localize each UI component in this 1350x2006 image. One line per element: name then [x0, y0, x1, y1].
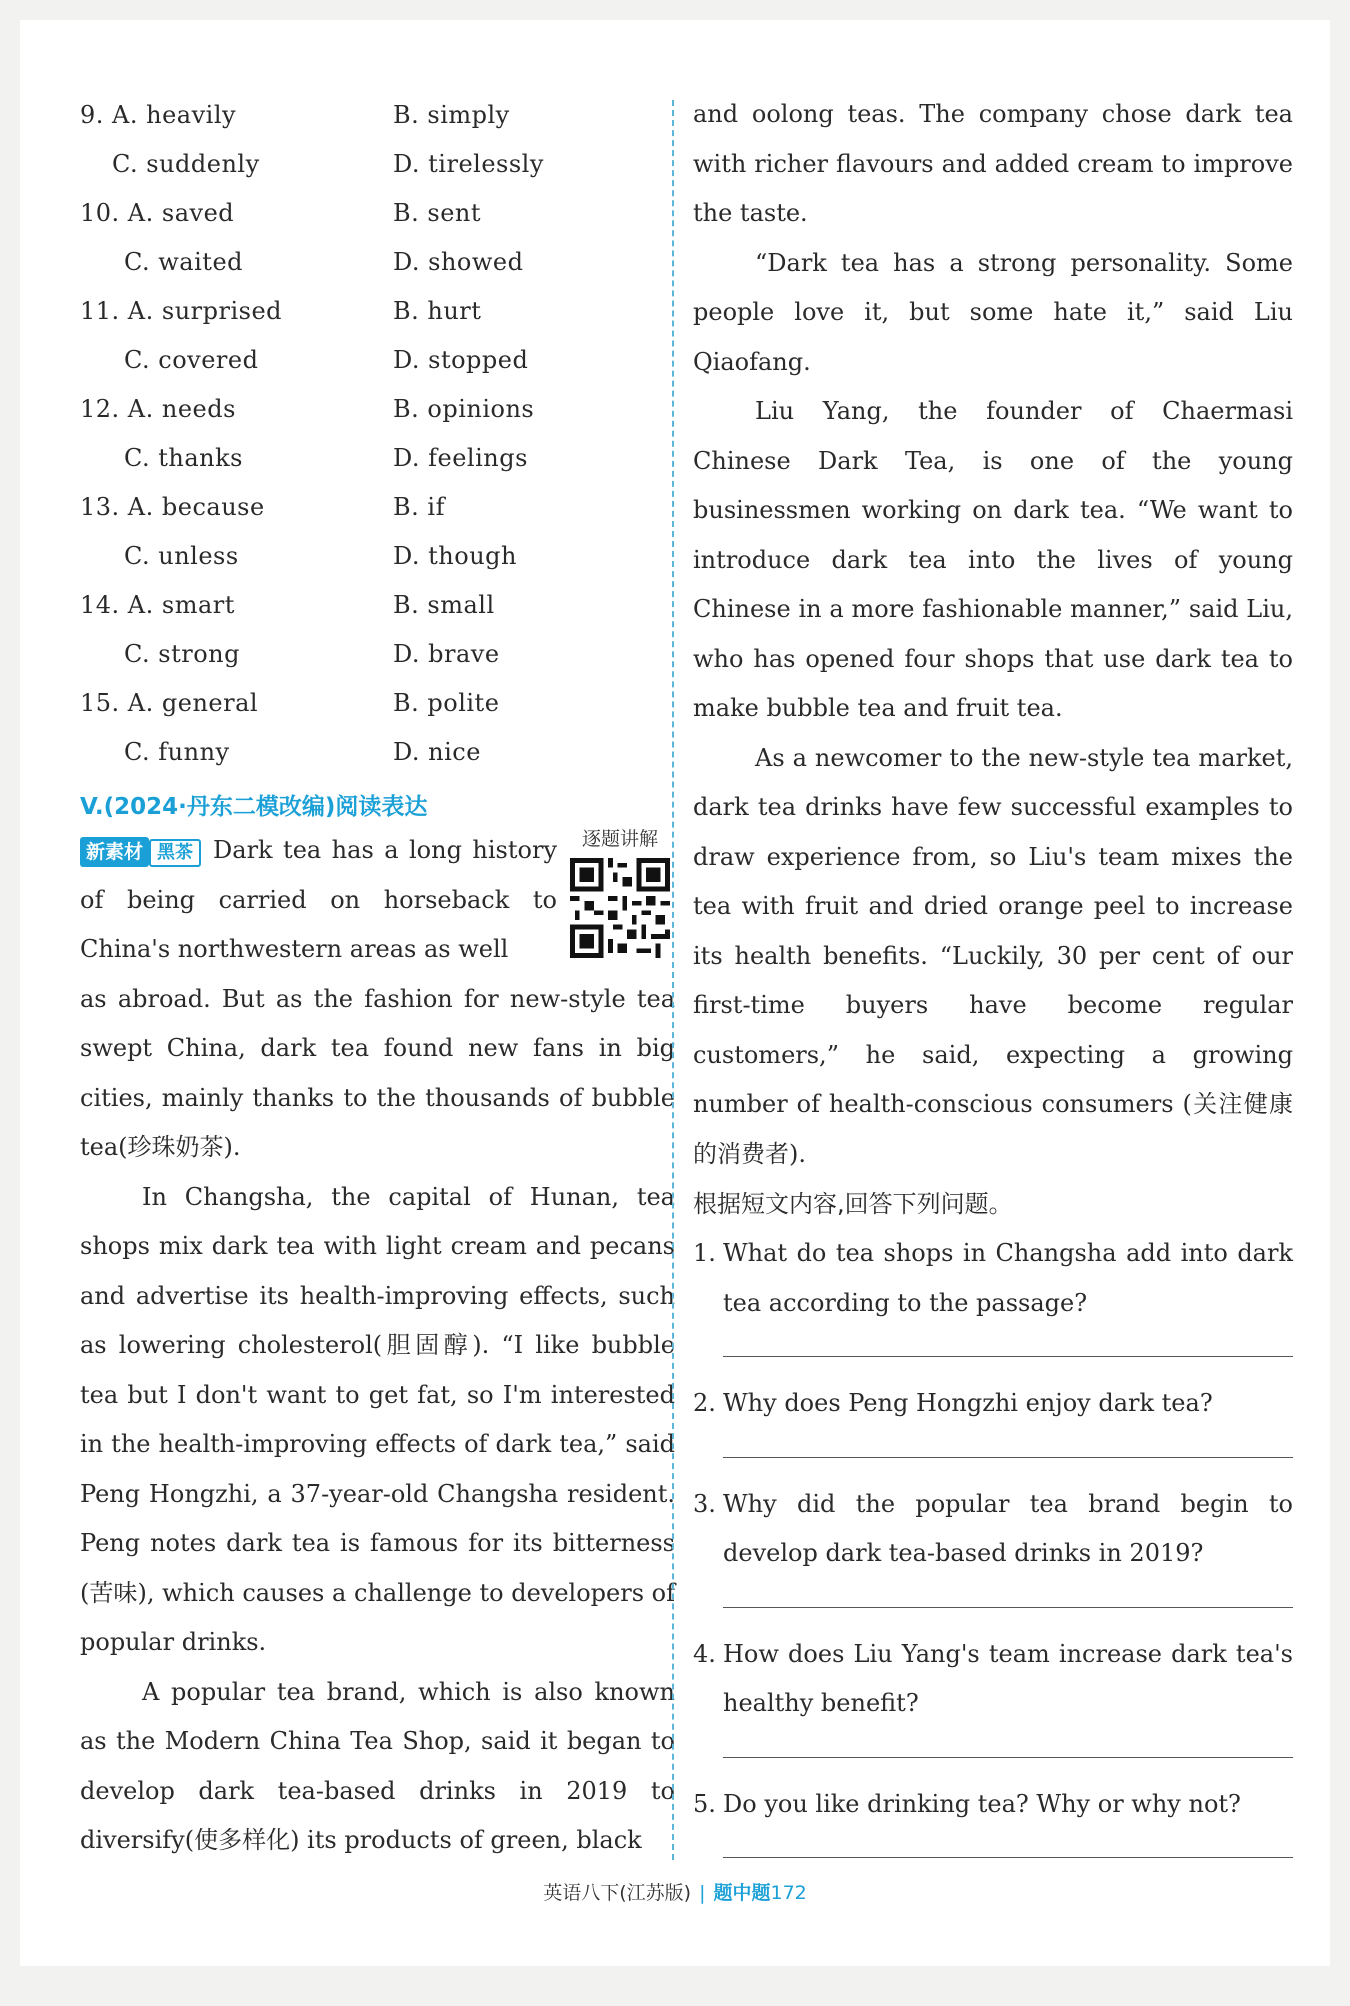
option-right: B. simply — [393, 100, 510, 129]
passage-paragraph-3-continued: and oolong teas. The company chose dark tea with richer flavours and added cream to improve the taste. — [693, 100, 1293, 227]
passage-intro — [80, 826, 675, 975]
passage-paragraph-1: as abroad. But as the fashion for new-style tea swept China, dark tea found new fans in big cities, mainly thanks to the thousands of bubble tea(珍珠奶茶). — [80, 984, 675, 1161]
option-left: 10. A. saved — [80, 198, 235, 227]
question-text: Why did the popular tea brand begin to develop dark tea-based drinks in 2019? — [723, 1489, 1293, 1567]
option-left: C. unless — [124, 541, 239, 570]
option-row — [80, 188, 675, 237]
question-number: 2. — [693, 1389, 716, 1417]
question-list — [693, 1229, 1293, 1858]
qr-label: 逐题讲解 — [581, 828, 658, 850]
section-title: V.(2024·丹东二模改编)阅读表达 — [80, 793, 428, 820]
passage-paragraph-5: Liu Yang, the founder of Chaermasi Chinese Dark Tea, is one of the young businessmen working on dark tea. “We want to introduce dark tea into the lives of young Chinese in a more fashionable manner,” said Liu, who has opened four shops that use dark tea to make bubble tea and fruit tea. — [693, 397, 1293, 722]
option-row — [80, 139, 675, 188]
left-column — [80, 90, 675, 1866]
option-row — [80, 90, 675, 139]
new-material-tag: 新素材 — [80, 837, 149, 867]
option-row — [80, 531, 675, 580]
option-right: B. polite — [393, 688, 500, 717]
option-right: D. though — [393, 541, 517, 570]
passage-paragraph-6: As a newcomer to the new-style tea market, dark tea drinks have few successful examples to draw experience from, so Liu's team mixes the tea with fruit and dried orange peel to increase its health benefits. “Luckily, 30 per cent of our first-time buyers have become regular customers,” he said, expecting a growing number of health-conscious consumers (关注健康的消费者). — [693, 743, 1293, 1168]
option-right: D. brave — [393, 639, 500, 668]
option-left: C. strong — [124, 639, 240, 668]
page-footer — [20, 1878, 1330, 1905]
option-left: 9. A. heavily — [80, 100, 237, 129]
option-left: C. funny — [124, 737, 230, 766]
question-item — [693, 1630, 1293, 1758]
passage-paragraph-2: In Changsha, the capital of Hunan, tea shops mix dark tea with light cream and pecans and advertise its health-improving effects, such as lowering cholesterol(胆固醇). “I like bubble tea but I don't want to get fat, so I'm interested in the health-improving effects of dark tea,” said Peng Hongzhi, a 37-year-old Changsha resident. Peng notes dark tea is famous for its bitterness (苦味), which causes a challenge to developers of popular drinks. — [80, 1182, 675, 1656]
footer-subject: 英语八下(江苏版) — [543, 1882, 692, 1904]
option-right: B. opinions — [393, 394, 535, 423]
passage-paragraph-3: A popular tea brand, which is also known as the Modern China Tea Shop, said it began to develop dark tea-based drinks in 2019 to diversify(使多样化) its products of green, black — [80, 1677, 675, 1854]
option-right: B. sent — [393, 198, 482, 227]
answer-line[interactable] — [723, 1729, 1293, 1758]
footer-separator: | — [699, 1882, 706, 1904]
option-left: C. suddenly — [112, 149, 260, 178]
option-row — [80, 629, 675, 678]
option-row — [80, 678, 675, 727]
column-divider — [672, 100, 674, 1860]
instruction: 根据短文内容,回答下列问题。 — [693, 1190, 1013, 1218]
question-item — [693, 1480, 1293, 1608]
option-right: D. feelings — [393, 443, 528, 472]
workbook-page — [20, 20, 1330, 1966]
option-left: 12. A. needs — [80, 394, 236, 423]
topic-tag: 黑茶 — [149, 839, 201, 867]
option-left: 14. A. smart — [80, 590, 235, 619]
question-number: 1. — [693, 1239, 716, 1267]
footer-brand: 题中题 — [713, 1882, 771, 1904]
option-right: B. hurt — [393, 296, 482, 325]
option-left: C. covered — [124, 345, 259, 374]
question-text: How does Liu Yang's team increase dark tea's healthy benefit? — [723, 1639, 1293, 1717]
option-row — [80, 433, 675, 482]
option-right: D. tirelessly — [393, 149, 544, 178]
option-left: 13. A. because — [80, 492, 265, 521]
option-row — [80, 384, 675, 433]
question-number: 5. — [693, 1789, 716, 1818]
option-row — [80, 237, 675, 286]
question-text: What do tea shops in Changsha add into dark tea according to the passage? — [723, 1239, 1293, 1317]
page-number: 172 — [770, 1882, 807, 1904]
option-left: C. thanks — [124, 443, 243, 472]
right-column — [693, 90, 1293, 1880]
option-row — [80, 286, 675, 335]
question-number: 4. — [693, 1639, 716, 1668]
answer-line[interactable] — [723, 1328, 1293, 1357]
option-right: D. nice — [393, 737, 481, 766]
option-left: C. waited — [124, 247, 244, 276]
qr-code-icon[interactable] — [570, 858, 670, 958]
question-item — [693, 1379, 1293, 1458]
option-right: D. showed — [393, 247, 524, 276]
option-row — [80, 580, 675, 629]
passage-intro-text: 新素材 黑茶 Dark tea has a long history of being carried on horseback to China's northwestern areas as well — [80, 836, 557, 963]
question-text: Do you like drinking tea? Why or why not? — [723, 1789, 1241, 1818]
option-left: 15. A. general — [80, 688, 259, 717]
question-item — [693, 1780, 1293, 1859]
option-row — [80, 727, 675, 776]
question-text: Why does Peng Hongzhi enjoy dark tea? — [723, 1389, 1213, 1417]
option-right: D. stopped — [393, 345, 529, 374]
passage-paragraph-4: “Dark tea has a strong personality. Some people love it, but some hate it,” said Liu Qiaofang. — [693, 248, 1293, 376]
option-right: B. small — [393, 590, 495, 619]
qr-code-box[interactable] — [565, 826, 675, 975]
question-item — [693, 1229, 1293, 1357]
option-row — [80, 482, 675, 531]
answer-line[interactable] — [723, 1829, 1293, 1858]
answer-line[interactable] — [723, 1579, 1293, 1608]
answer-line[interactable] — [723, 1429, 1293, 1458]
option-list — [80, 90, 675, 776]
question-number: 3. — [693, 1489, 716, 1518]
option-left: 11. A. surprised — [80, 296, 283, 325]
option-right: B. if — [393, 492, 445, 521]
option-row — [80, 335, 675, 384]
